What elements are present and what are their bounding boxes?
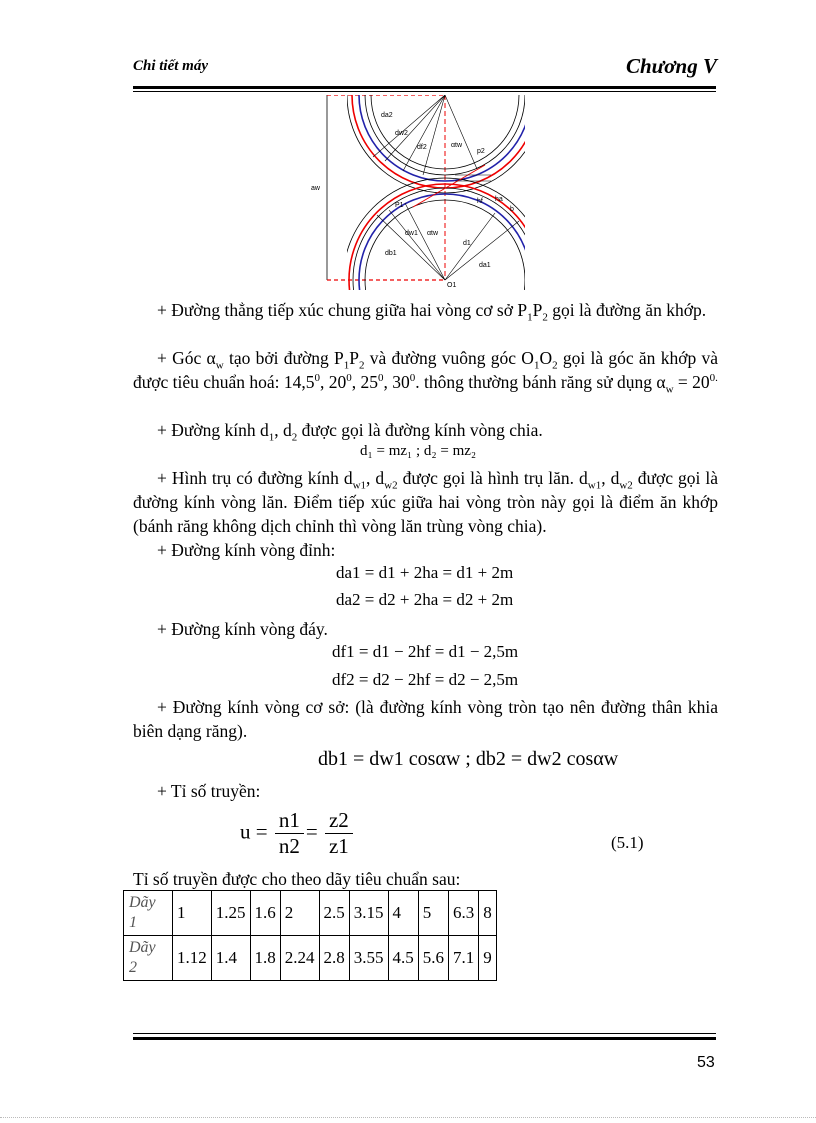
header-chapter-title: Chương V [626,54,717,78]
table-cell: 2.8 [319,936,349,981]
paragraph-rolling-cylinder: + Hình trụ có đường kính $d_{w1}$, $d_{w2}$ được gọi là hình trụ lăn. $d_{w1}$, $d_{w2}$ được gọi là đường kính vòng lăn. Điểm tiếp xúc giữa hai vòng tròn này gọi là điểm ăn khớp (bánh răng không dịch chỉnh thì vòng lăn trùng vòng chia). [133,468,718,536]
formula-da2: da2 = d2 + 2ha = d2 + 2m [336,590,514,609]
footer-rule-thin [133,1033,716,1034]
label-alpha-tw-upper: αtw [451,142,463,149]
header-rule-thin [133,91,716,92]
table-cell: 9 [479,936,497,981]
paragraph-base-diameter: + Đường kính vòng cơ sở: (là đường kính vòng tròn tạo nên đường thân khia biên dạng răng). [133,697,718,741]
formula-da1: da1 = d1 + 2ha = d1 + 2m [336,563,514,582]
label-b: b [510,206,514,213]
page-bottom-dotted-line [0,1117,816,1118]
table-cell: 1.8 [250,936,280,981]
table-cell: 2 [280,891,319,936]
paragraph-pitch-diameter: + Đường kính $d_1$, $d_2$ được gọi là đường kính vòng chia. [157,420,543,444]
paragraph-standard-series: Tỉ số truyền được cho theo dãy tiêu chuẩn sau: [133,869,461,889]
row-label: Dãy 2 [124,936,173,981]
label-O1: O1 [447,282,457,289]
table-cell: 2.5 [319,891,349,936]
header-chapter-subject: Chi tiết máy [133,58,208,74]
formula-pitch-diameter: d₁ = mz₁ ; d₂ = mz₂ [360,443,477,459]
formula-df2: df2 = d2 − 2hf = d2 − 2,5m [332,670,519,689]
table-cell: 7.1 [449,936,479,981]
footer-rule-thick [133,1037,716,1040]
table-cell: 4 [388,891,418,936]
label-aw: aw [311,185,320,192]
label-df2: df2 [417,144,427,151]
label-da2: da2 [381,112,393,119]
table-cell: 1.4 [211,936,250,981]
table-cell: 3.15 [349,891,388,936]
paragraph-tip-diameter: + Đường kính vòng đỉnh: [157,540,336,560]
formula-base-diameter: db1 = dw1 cosαw ; db2 = dw2 cosαw [318,748,619,770]
label-ha: ha [495,196,503,203]
page-number: 53 [697,1054,715,1071]
label-da1: da1 [479,262,491,269]
paragraph-pressure-angle: + Góc $\alpha_w$ tạo bởi đường $P_1P_2$ và đường vuông góc $O_1O_2$ gọi là góc ăn khớp và được tiêu chuẩn hoá: 14,5$^0$, $20^0$, $25^0$, $30^0$. thông thường bánh răng sử dụng $\alpha_w = 20^{0.}$ [133,348,718,396]
table-cell: 5 [418,891,448,936]
label-db1: db1 [385,250,397,257]
table-cell: 1.12 [173,936,212,981]
table-cell: 4.5 [388,936,418,981]
label-p2: p2 [477,148,485,155]
formula-gear-ratio: u = $\frac{n1}{n2}$ = $\frac{z2}{z1}$ [240,808,355,859]
gear-mesh-diagram [305,95,525,290]
label-hf: hf [477,198,483,205]
label-alpha-tw-lower: αtw [427,230,439,237]
equation-number: (5.1) [611,833,644,852]
paragraph-root-diameter: + Đường kính vòng đáy. [157,619,328,639]
table-cell: 1 [173,891,212,936]
row-label: Dãy 1 [124,891,173,936]
standard-ratio-table [123,890,497,981]
label-dw2: dw2 [395,130,408,137]
paragraph-gear-ratio: + Tỉ số truyền: [157,781,261,801]
label-dw1: dw1 [405,230,418,237]
table-cell: 6.3 [449,891,479,936]
header-rule-thick [133,86,716,89]
table-cell: 1.6 [250,891,280,936]
table-cell: 2.24 [280,936,319,981]
table-row [124,891,497,936]
paragraph-line-of-action: + Đường thẳng tiếp xúc chung giữa hai vòng cơ sở $P_1P_2$ gọi là đường ăn khớp. [157,300,707,324]
label-d1: d1 [463,240,471,247]
table-cell: 1.25 [211,891,250,936]
formula-df1: df1 = d1 − 2hf = d1 − 2,5m [332,642,519,661]
table-cell: 3.55 [349,936,388,981]
label-P1: P1 [395,202,404,209]
table-cell: 5.6 [418,936,448,981]
table-row [124,936,497,981]
table-cell: 8 [479,891,497,936]
